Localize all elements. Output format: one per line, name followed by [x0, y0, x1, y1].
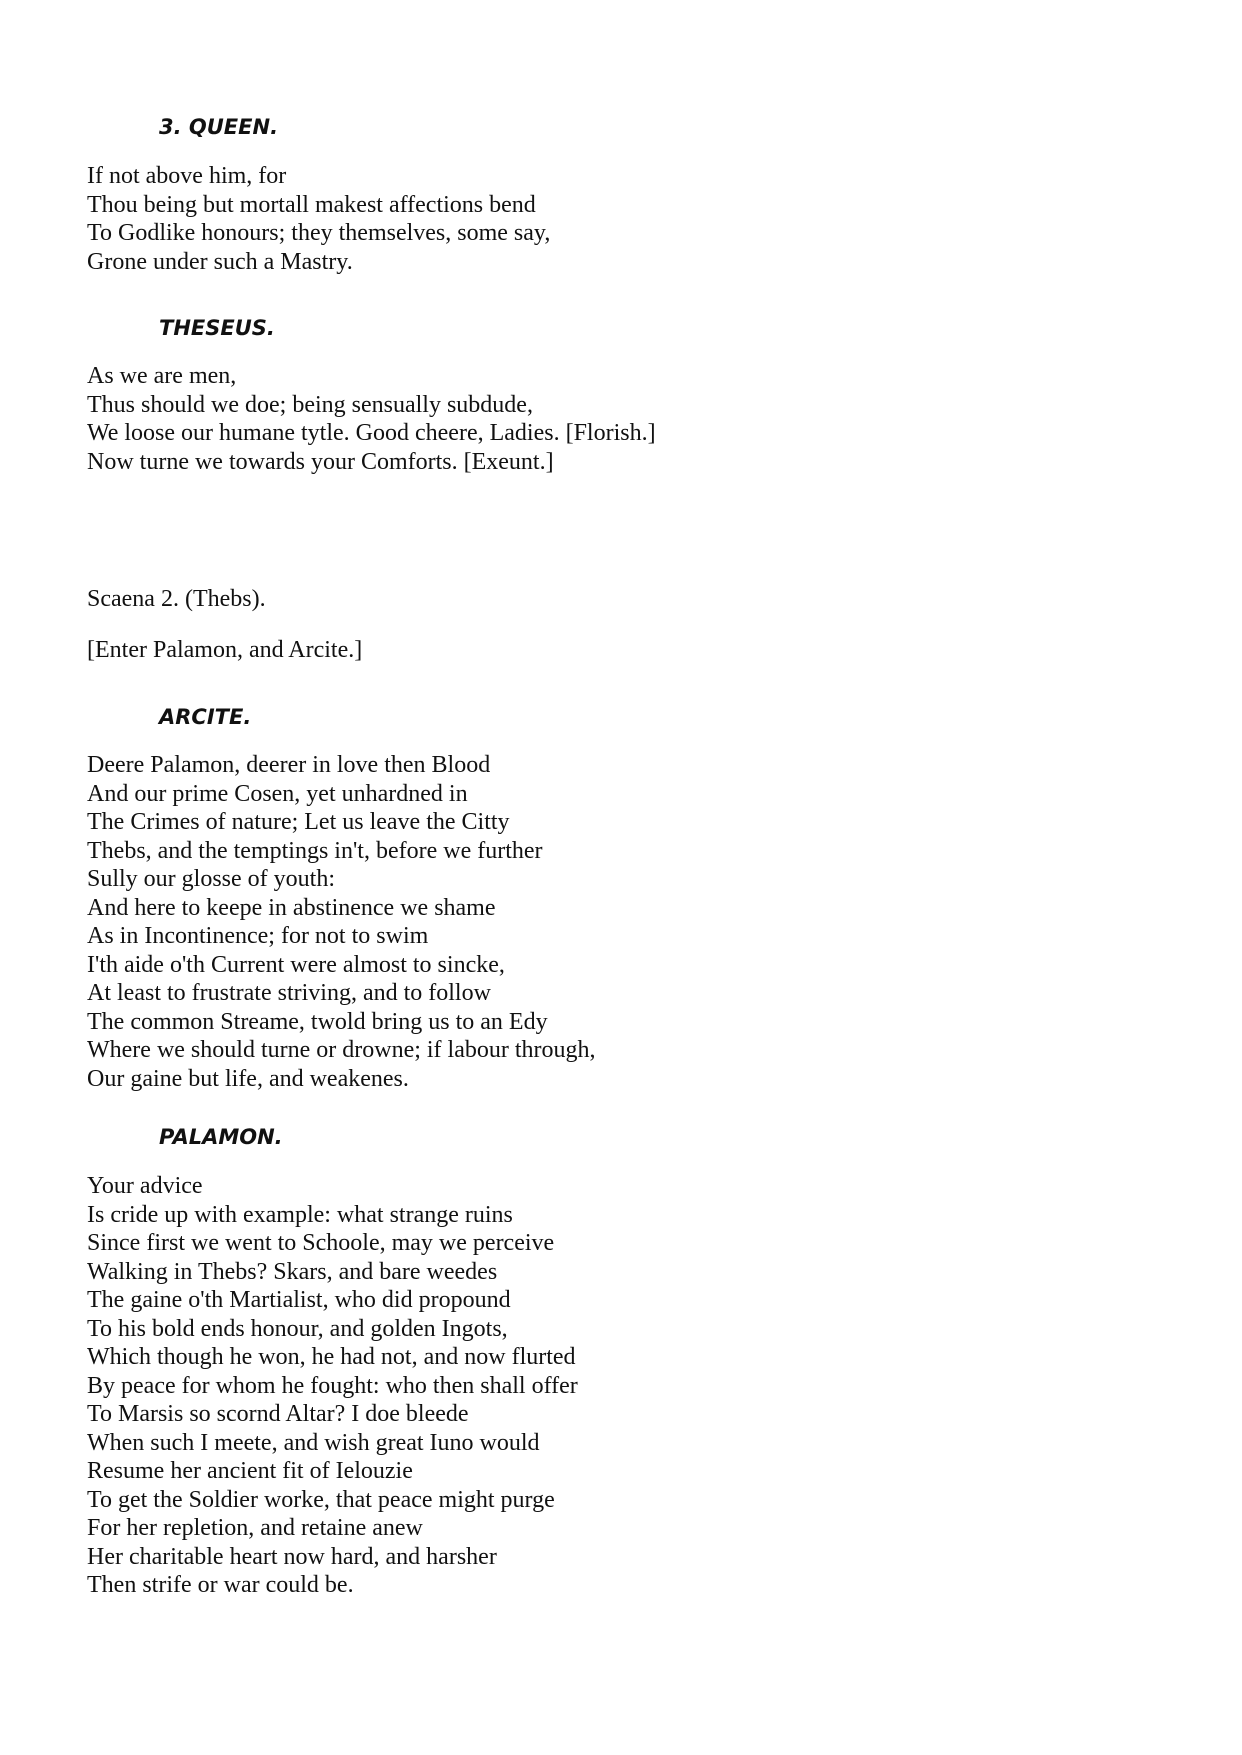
verse-line: Deere Palamon, deerer in love then Blood	[87, 752, 491, 778]
verse-line: At least to frustrate striving, and to follow	[87, 980, 491, 1006]
verse-line: For her repletion, and retaine anew	[87, 1515, 423, 1541]
verse-line: When such I meete, and wish great Iuno would	[87, 1429, 540, 1456]
speaker-name: THESEUS.	[159, 316, 275, 340]
speaker-name: 3. QUEEN.	[159, 115, 279, 139]
verse-line: And our prime Cosen, yet unhardned in	[87, 780, 468, 807]
verse-line: Your advice	[87, 1173, 203, 1199]
verse-line: To his bold ends honour, and golden Ingots,	[87, 1315, 508, 1342]
verse-line: The gaine o'th Martialist, who did propound	[87, 1287, 511, 1313]
verse-line: Now turne we towards your Comforts. [Exeunt.]	[87, 448, 554, 475]
verse-line: By peace for whom he fought: who then shall offer	[87, 1372, 578, 1399]
verse-block	[87, 362, 656, 476]
verse-line: To get the Soldier worke, that peace might purge	[87, 1486, 555, 1513]
verse-line: Thus should we doe; being sensually subdude,	[87, 391, 533, 418]
verse-line: Where we should turne or drowne; if labour through,	[87, 1037, 596, 1063]
verse-block	[87, 1172, 578, 1600]
verse-line: To Godlike honours; they themselves, some say,	[87, 220, 551, 246]
verse-line: Thebs, and the temptings in't, before we further	[87, 837, 543, 864]
stage-direction: [Enter Palamon, and Arcite.]	[87, 637, 363, 663]
verse-line: The Crimes of nature; Let us leave the Citty	[87, 809, 510, 835]
verse-line: Then strife or war could be.	[87, 1572, 354, 1598]
verse-line: I'th aide o'th Current were almost to sincke,	[87, 951, 505, 978]
verse-line: Walking in Thebs? Skars, and bare weedes	[87, 1258, 498, 1285]
verse-line: As we are men,	[87, 363, 237, 389]
verse-line: Our gaine but life, and weakenes.	[87, 1065, 409, 1092]
verse-block	[87, 751, 596, 1093]
verse-line: Since first we went to Schoole, may we perceive	[87, 1230, 555, 1256]
speaker-name: PALAMON.	[159, 1125, 283, 1149]
verse-block	[87, 162, 550, 276]
verse-line: Resume her ancient fit of Ielouzie	[87, 1458, 413, 1484]
verse-line: The common Streame, twold bring us to an Edy	[87, 1008, 548, 1035]
verse-line: Thou being but mortall makest affections bend	[87, 191, 536, 218]
verse-line: And here to keepe in abstinence we shame	[87, 894, 496, 921]
verse-line: To Marsis so scornd Altar? I doe bleede	[87, 1401, 469, 1427]
verse-line: Sully our glosse of youth:	[87, 866, 336, 892]
verse-line: As in Incontinence; for not to swim	[87, 923, 429, 949]
verse-line: If not above him, for	[87, 163, 287, 189]
speaker-name: ARCITE.	[159, 705, 252, 729]
verse-line: Is cride up with example: what strange ruins	[87, 1201, 513, 1228]
verse-line: Which though he won, he had not, and now flurted	[87, 1344, 576, 1370]
verse-line: We loose our humane tytle. Good cheere, Ladies. [Florish.]	[87, 420, 656, 446]
scene-heading: Scaena 2. (Thebs).	[87, 586, 266, 612]
verse-line: Grone under such a Mastry.	[87, 248, 353, 275]
verse-line: Her charitable heart now hard, and harsher	[87, 1543, 497, 1570]
